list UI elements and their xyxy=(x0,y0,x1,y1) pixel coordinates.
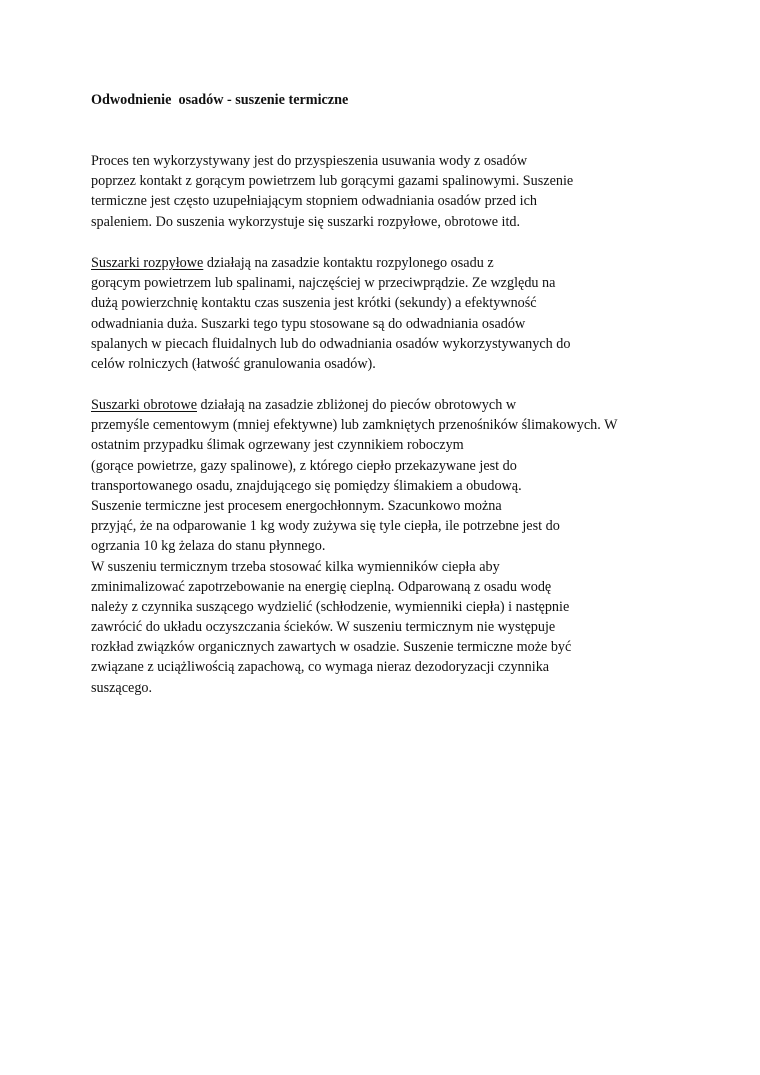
paragraph-line: ogrzania 10 kg żelaza do stanu płynnego. xyxy=(91,538,326,555)
paragraph-line: Suszenie termiczne jest procesem energochłonnym. Szacunkowo można xyxy=(91,497,502,514)
paragraph-line: spaleniem. Do suszenia wykorzystuje się suszarki rozpyłowe, obrotowe itd. xyxy=(91,213,521,230)
paragraph-first-line xyxy=(91,395,618,415)
paragraph-line: rozkład związków organicznych zawartych w osadzie. Suszenie termiczne może być xyxy=(91,639,572,656)
paragraph-line: ostatnim przypadku ślimak ogrzewany jest czynnikiem roboczym xyxy=(91,437,464,454)
paragraph-line-rest: działają na zasadzie kontaktu rozpylonego osadu z xyxy=(203,255,494,271)
paragraph-line: transportowanego osadu, znajdującego się pomiędzy ślimakiem a obudową. xyxy=(91,477,522,494)
term-spray-dryers: Suszarki rozpyłowe xyxy=(91,255,204,271)
paragraph-line: zminimalizować zapotrzebowanie na energię cieplną. Odparowaną z osadu wodę xyxy=(91,578,552,595)
paragraph-line: przemyśle cementowym (mniej efektywne) lub zamkniętych przenośników ślimakowych. W xyxy=(91,417,618,434)
paragraph-spray-dryers xyxy=(91,253,571,374)
paragraph-line: odwadniania duża. Suszarki tego typu stosowane są do odwadniania osadów xyxy=(91,315,526,332)
paragraph-line: W suszeniu termicznym trzeba stosować kilka wymienników ciepła aby xyxy=(91,558,500,575)
paragraph-intro xyxy=(91,151,573,232)
paragraph-line-rest: działają na zasadzie zbliżonej do pieców obrotowych w xyxy=(197,397,517,413)
paragraph-line: należy z czynnika suszącego wydzielić (schłodzenie, wymienniki ciepła) i następnie xyxy=(91,598,570,615)
paragraph-line: dużą powierzchnię kontaktu czas suszenia jest krótki (sekundy) a efektywność xyxy=(91,295,537,312)
paragraph-line: poprzez kontakt z gorącym powietrzem lub gorącymi gazami spalinowymi. Suszenie xyxy=(91,173,574,190)
paragraph-rotary-dryers xyxy=(91,395,618,698)
paragraph-line: spalanych w piecach fluidalnych lub do odwadniania osadów wykorzystywanych do xyxy=(91,335,571,352)
paragraph-line: suszącego. xyxy=(91,679,153,696)
paragraph-line: przyjąć, że na odparowanie 1 kg wody zużywa się tyle ciepła, ile potrzebne jest do xyxy=(91,518,560,535)
paragraph-line: zawrócić do układu oczyszczania ścieków. W suszeniu termicznym nie występuje xyxy=(91,619,556,636)
paragraph-line: termiczne jest często uzupełniającym stopniem odwadniania osadów przed ich xyxy=(91,193,537,210)
document-title: Odwodnienie osadów - suszenie termiczne xyxy=(91,92,349,108)
paragraph-line: Proces ten wykorzystywany jest do przyspieszenia usuwania wody z osadów xyxy=(91,153,528,169)
paragraph-line: (gorące powietrze, gazy spalinowe), z którego ciepło przekazywane jest do xyxy=(91,457,517,474)
paragraph-first-line xyxy=(91,253,571,273)
paragraph-line: związane z uciążliwością zapachową, co wymaga nieraz dezodoryzacji czynnika xyxy=(91,659,550,676)
term-rotary-dryers: Suszarki obrotowe xyxy=(91,397,197,413)
paragraph-line: gorącym powietrzem lub spalinami, najczęściej w przeciwprądzie. Ze względu na xyxy=(91,275,556,292)
paragraph-line: celów rolniczych (łatwość granulowania osadów). xyxy=(91,355,376,372)
